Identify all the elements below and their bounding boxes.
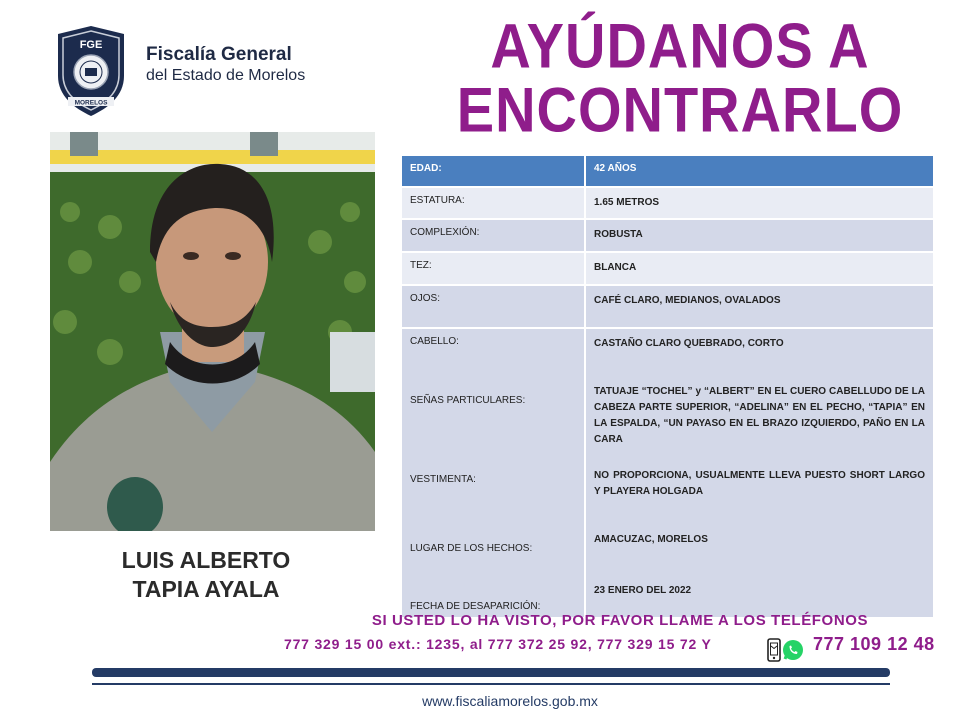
- headline-line2: ENCONTRARLO: [456, 74, 904, 145]
- person-name-line2: TAPIA AYALA: [132, 576, 280, 602]
- detail-label: EDAD:: [402, 156, 585, 187]
- detail-row-age: [402, 156, 933, 187]
- detail-value-clothing: NO PROPORCIONA, USUALMENTE LLEVA PUESTO SHORT LARGO Y PLAYERA HOLGADA: [594, 470, 925, 497]
- person-details-table: [402, 156, 933, 619]
- org-name-line1: Fiscalía General: [146, 44, 292, 65]
- detail-label: OJOS:: [402, 285, 585, 328]
- fge-shield-icon: [54, 24, 128, 118]
- detail-label: TEZ:: [402, 252, 585, 285]
- detail-value: 1.65 METROS: [585, 187, 933, 219]
- detail-row-build: [402, 219, 933, 252]
- detail-label-date: FECHA DE DESAPARICIÓN:: [410, 601, 541, 612]
- detail-label-place: LUGAR DE LOS HECHOS:: [410, 543, 533, 554]
- detail-value: BLANCA: [585, 252, 933, 285]
- whatsapp-icon: [782, 639, 804, 661]
- detail-values-extended: [585, 328, 933, 618]
- detail-value-marks: TATUAJE “TOCHEL” y “ALBERT” EN EL CUERO CABELLUDO DE LA CABEZA PARTE SUPERIOR, “ADELINA” EN EL PECHO, “TAPIA” EN LA ESPALDA, “UN PAYASO EN EL BRAZO IZQUIERDO, PAÑO EN LA CARA: [594, 386, 925, 445]
- footer-divider-thick: [92, 668, 890, 677]
- person-name-line1: LUIS ALBERTO: [121, 547, 291, 573]
- detail-value: CAFÉ CLARO, MEDIANOS, OVALADOS: [585, 285, 933, 328]
- person-photo: [50, 132, 375, 531]
- detail-label-marks: SEÑAS PARTICULARES:: [410, 395, 526, 406]
- detail-row-skin: [402, 252, 933, 285]
- headline-line1: AYÚDANOS A: [490, 10, 870, 81]
- detail-row-eyes: [402, 285, 933, 328]
- detail-row-extended: [402, 328, 933, 618]
- person-name: [50, 546, 362, 604]
- call-to-action: SI USTED LO HA VISTO, POR FAVOR LLAME A LOS TELÉFONOS: [371, 612, 869, 629]
- whatsapp-number[interactable]: 777 109 12 48: [813, 634, 935, 654]
- detail-labels-extended: [402, 328, 585, 618]
- detail-label: COMPLEXIÓN:: [402, 219, 585, 252]
- detail-label: ESTATURA:: [402, 187, 585, 219]
- detail-label-hair: CABELLO:: [410, 336, 459, 347]
- website-link[interactable]: www.fiscaliamorelos.gob.mx: [422, 693, 598, 709]
- detail-value: 42 AÑOS: [585, 156, 933, 187]
- detail-row-height: [402, 187, 933, 219]
- phone-icon: [766, 638, 782, 662]
- detail-value-date: 23 ENERO DEL 2022: [594, 585, 692, 596]
- detail-value-hair: CASTAÑO CLARO QUEBRADO, CORTO: [594, 338, 784, 349]
- svg-text:MORELOS: MORELOS: [74, 99, 108, 107]
- detail-label-clothing: VESTIMENTA:: [410, 474, 476, 485]
- footer-divider-thin: [92, 683, 890, 685]
- detail-value-place: AMACUZAC, MORELOS: [594, 534, 708, 545]
- organization-name: [146, 44, 305, 86]
- phone-numbers[interactable]: 777 329 15 00 ext.: 1235, al 777 372 25 92, 777 329 15 72 Y: [284, 636, 712, 652]
- svg-text:FGE: FGE: [79, 39, 103, 51]
- page-headline: [420, 10, 940, 145]
- detail-value: ROBUSTA: [585, 219, 933, 252]
- org-name-line2: del Estado de Morelos: [146, 67, 306, 84]
